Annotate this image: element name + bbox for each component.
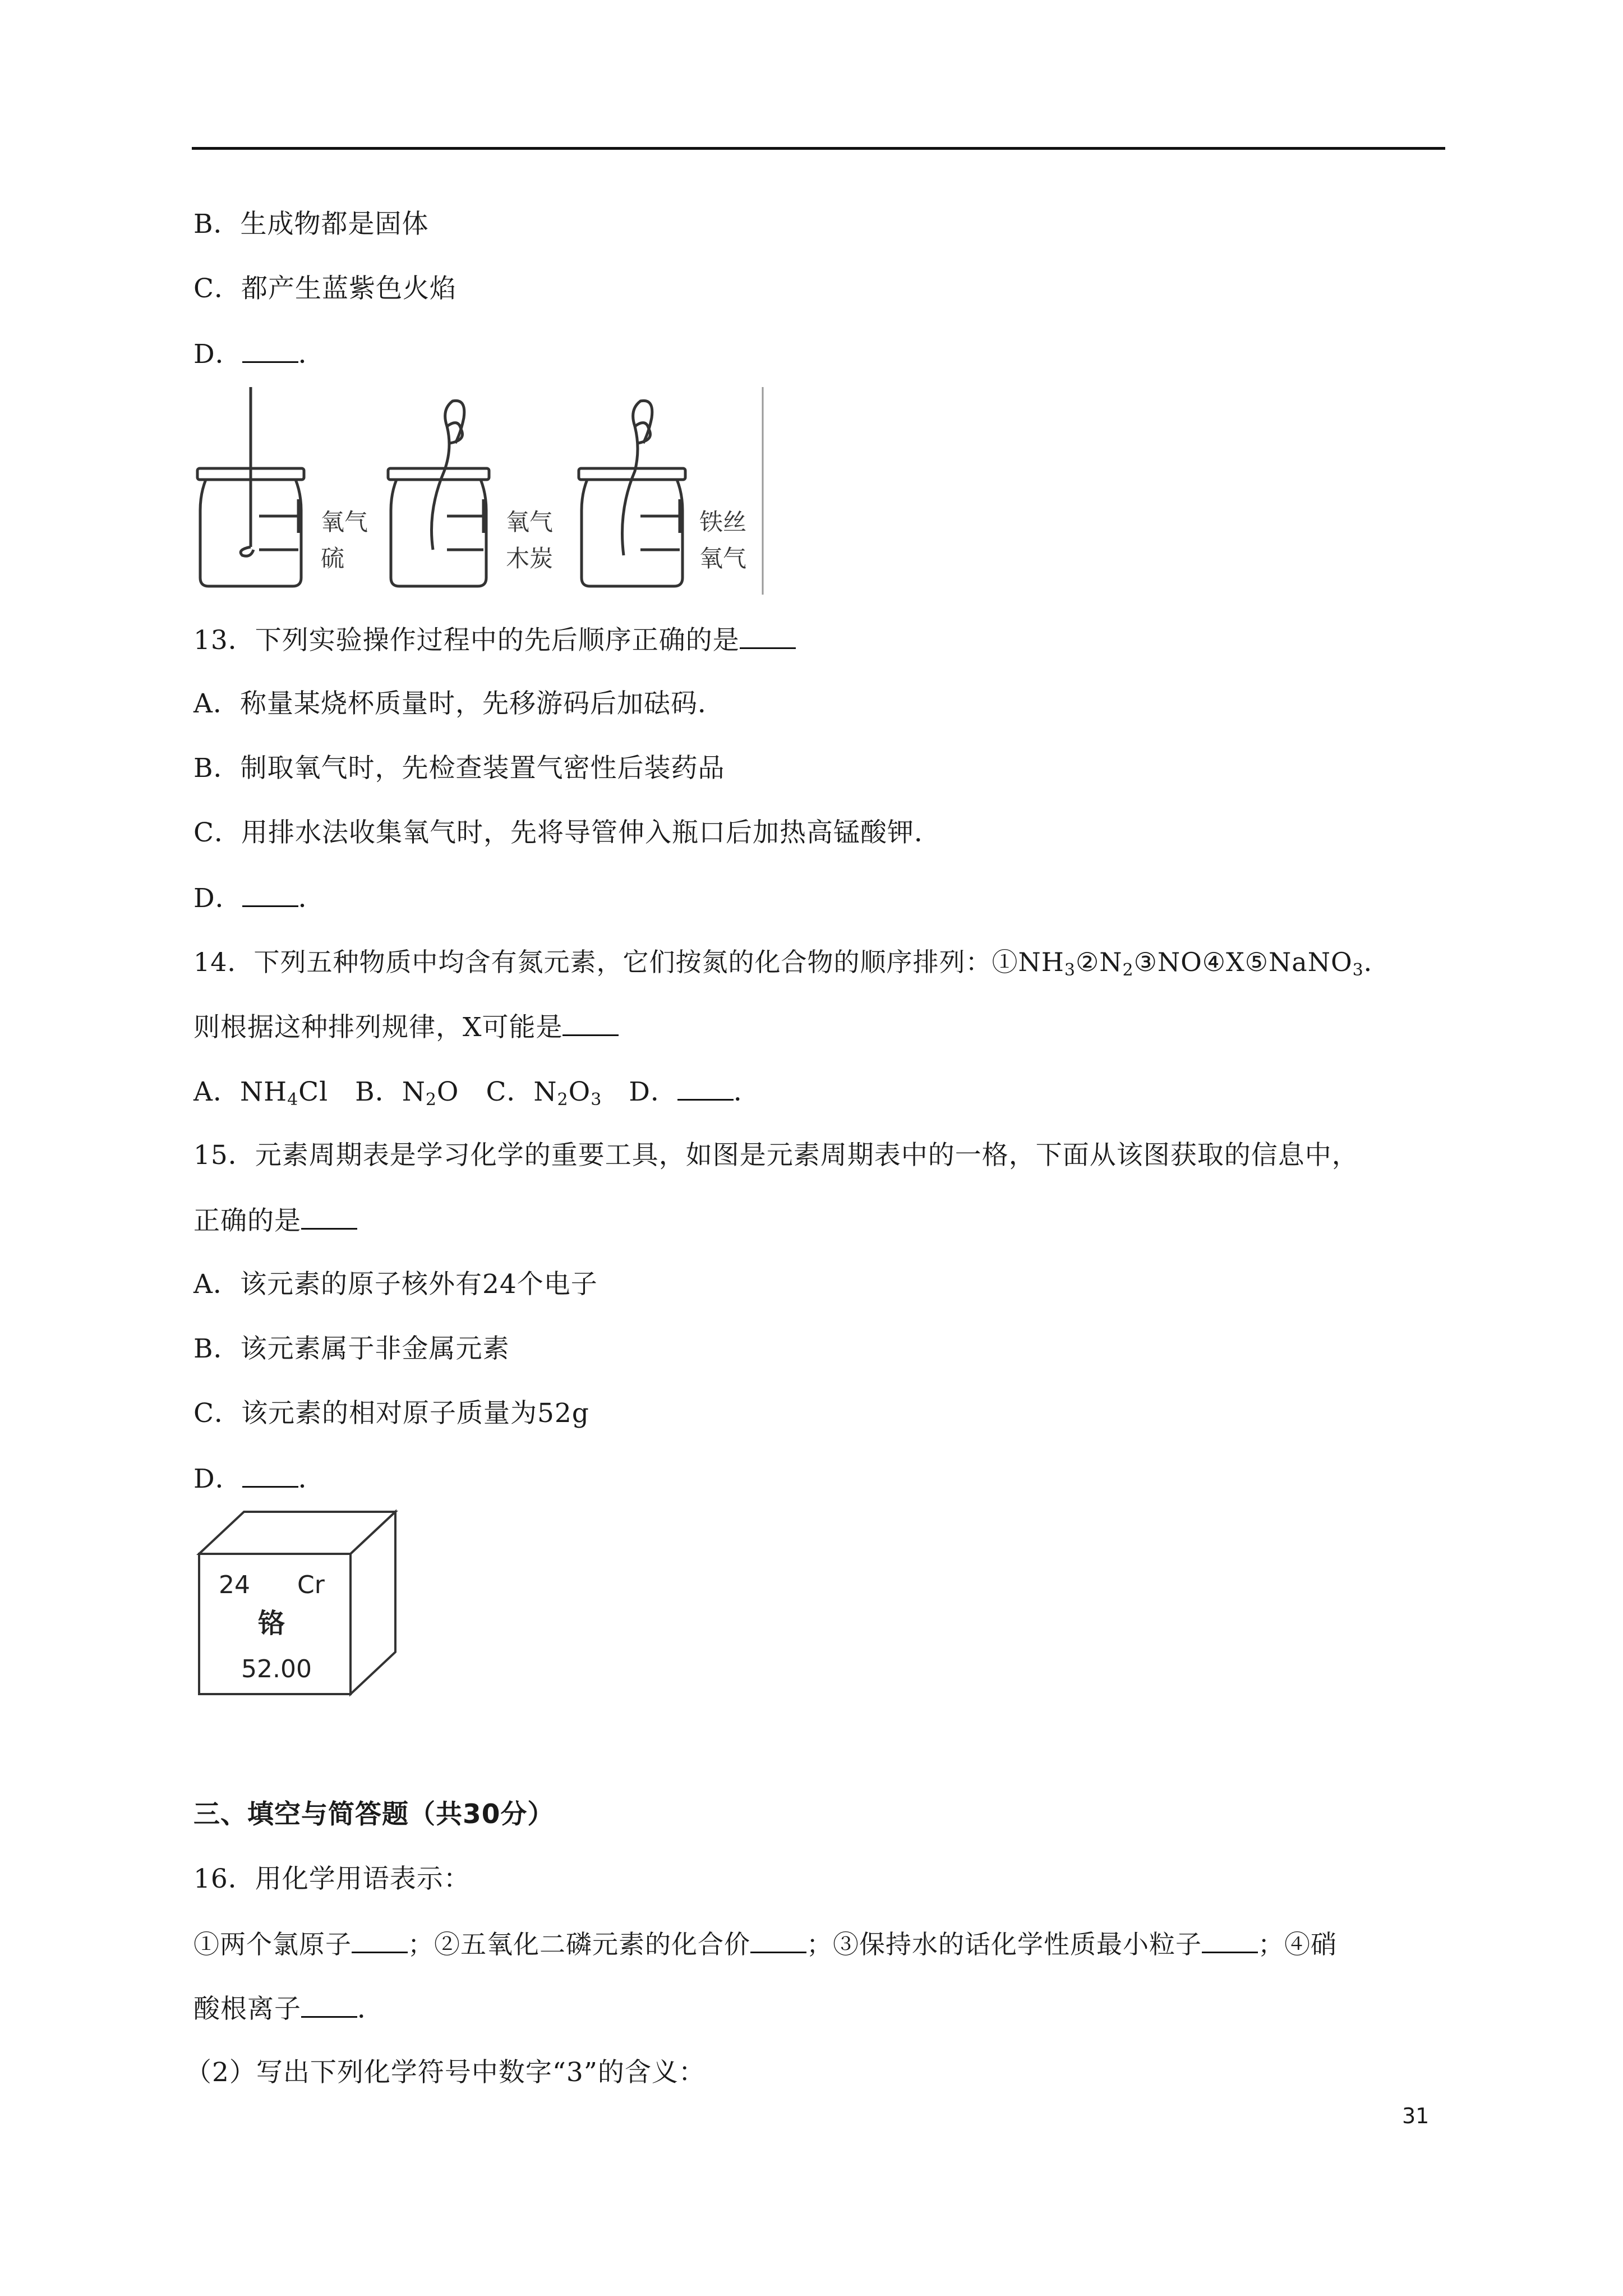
section-3-heading: 三、填空与简答题（共30分） (193, 1799, 555, 1830)
q13-option-c: C．用排水法收集氧气时，先将导管伸入瓶口后加热高锰酸钾． (193, 817, 941, 848)
q14-options (193, 1074, 760, 1117)
q14-opt-c-o: O (568, 1076, 591, 1107)
q16-sub-2: （2）写出下列化学符号中数字“3”的含义： (185, 2057, 706, 2088)
option-b-text: B．生成物都是固体 (193, 209, 429, 240)
q13-blank[interactable] (740, 623, 796, 649)
q16-nitrate-end: ． (357, 1994, 384, 2024)
q16-line-2 (193, 1991, 384, 2026)
q16-blank-1[interactable] (352, 1927, 408, 1953)
q14-opt-c: O C．N (436, 1076, 557, 1107)
q13-d-label: D． (193, 883, 242, 914)
q13-option-b: B．制取氧气时，先检查装置气密性后装药品 (193, 753, 725, 784)
q14-part3: ③NO④X⑤NaNO (1133, 947, 1353, 977)
q16-line-1 (193, 1927, 1337, 1961)
q14-opt-c-sub: 2 (557, 1090, 569, 1110)
jar1-label-bottom: 硫 (321, 545, 345, 572)
q14-opt-a: A．NH (193, 1076, 288, 1107)
q13-stem (193, 623, 796, 657)
q13-option-d (193, 881, 325, 915)
option-d-end: ． (298, 339, 325, 370)
option-d-label: D． (193, 339, 242, 370)
q16-nitrate-text: 酸根离子 (193, 1994, 301, 2024)
q14-opt-d-end: ． (733, 1076, 760, 1107)
q14-part1: 14．下列五种物质中均含有氮元素，它们按氮的化合物的顺序排列：①NH (193, 947, 1064, 977)
q14-sub1: 3 (1064, 960, 1076, 980)
q15-stem-1: 15．元素周期表是学习化学的重要工具，如图是元素周期表中的一格，下面从该图获取的信息中， (193, 1140, 1359, 1171)
q15-d-blank[interactable] (242, 1461, 298, 1488)
option-c-text: C．都产生蓝紫色火焰 (193, 273, 457, 304)
q14-blank[interactable] (562, 1010, 619, 1036)
q14-stem2-text: 则根据这种排列规律，X可能是 (193, 1012, 563, 1043)
q13-d-blank[interactable] (242, 881, 298, 907)
q15-d-label: D． (193, 1464, 242, 1494)
q16-blank-4[interactable] (301, 1991, 357, 2018)
jar3-label-top: 铁丝 (699, 508, 747, 536)
q13-option-a: A．称量某烧杯质量时，先移游码后加砝码． (193, 688, 725, 719)
q14-stem-2 (193, 1010, 619, 1045)
element-name: 铬 (258, 1608, 285, 1639)
element-cell-figure (196, 1509, 404, 1700)
q15-blank[interactable] (301, 1203, 357, 1230)
q16-part-d: ；④硝 (1258, 1929, 1337, 1959)
q16-stem: 16．用化学用语表示： (193, 1864, 471, 1894)
q13-text: 13．下列实验操作过程中的先后顺序正确的是 (193, 625, 740, 656)
q15-stem-2 (193, 1203, 357, 1238)
q14-opt-c-sub2: 3 (591, 1090, 602, 1110)
q15-option-c: C．该元素的相对原子质量为52g (193, 1398, 589, 1429)
q14-opt-b-sub: 2 (425, 1090, 437, 1110)
jar1-label-top: 氧气 (321, 508, 368, 536)
element-mass: 52.00 (241, 1655, 312, 1683)
q14-sub3: 3 (1352, 960, 1364, 980)
option-d-line (193, 337, 325, 371)
q14-opt-b: Cl B．N (298, 1076, 426, 1107)
element-symbol: Cr (297, 1571, 325, 1599)
q14-opt-a-sub: 4 (287, 1090, 299, 1110)
jar2-label-top: 氧气 (506, 508, 554, 536)
q16-blank-3[interactable] (1202, 1927, 1258, 1953)
answer-blank[interactable] (242, 337, 298, 363)
q16-part-c: ；③保持水的话化学性质最小粒子 (806, 1929, 1202, 1959)
q14-d-blank[interactable] (677, 1074, 734, 1101)
combustion-jars-figure (192, 387, 764, 595)
q16-blank-2[interactable] (750, 1927, 806, 1953)
jar2-label-bottom: 木炭 (506, 545, 554, 572)
q14-part4: ． (1363, 947, 1390, 977)
q16-part-a: ①两个氯原子 (193, 1929, 352, 1959)
q15-option-a: A．该元素的原子核外有24个电子 (193, 1269, 598, 1300)
q15-d-end: ． (298, 1464, 325, 1494)
page-number: 31 (1402, 2104, 1430, 2128)
q15-stem2-text: 正确的是 (193, 1205, 301, 1236)
q13-d-end: ． (298, 883, 325, 914)
q14-sub2: 2 (1122, 960, 1134, 980)
q14-stem-1 (193, 945, 1390, 987)
element-number: 24 (219, 1571, 250, 1599)
q15-option-b: B．该元素属于非金属元素 (193, 1333, 510, 1364)
q14-part2: ②N (1076, 947, 1123, 977)
jar3-label-bottom: 氧气 (699, 545, 747, 572)
header-rule (192, 147, 1445, 150)
q14-opt-d: D． (602, 1076, 677, 1107)
q15-option-d (193, 1461, 325, 1496)
q16-part-b: ；②五氧化二磷元素的化合价 (408, 1929, 750, 1959)
